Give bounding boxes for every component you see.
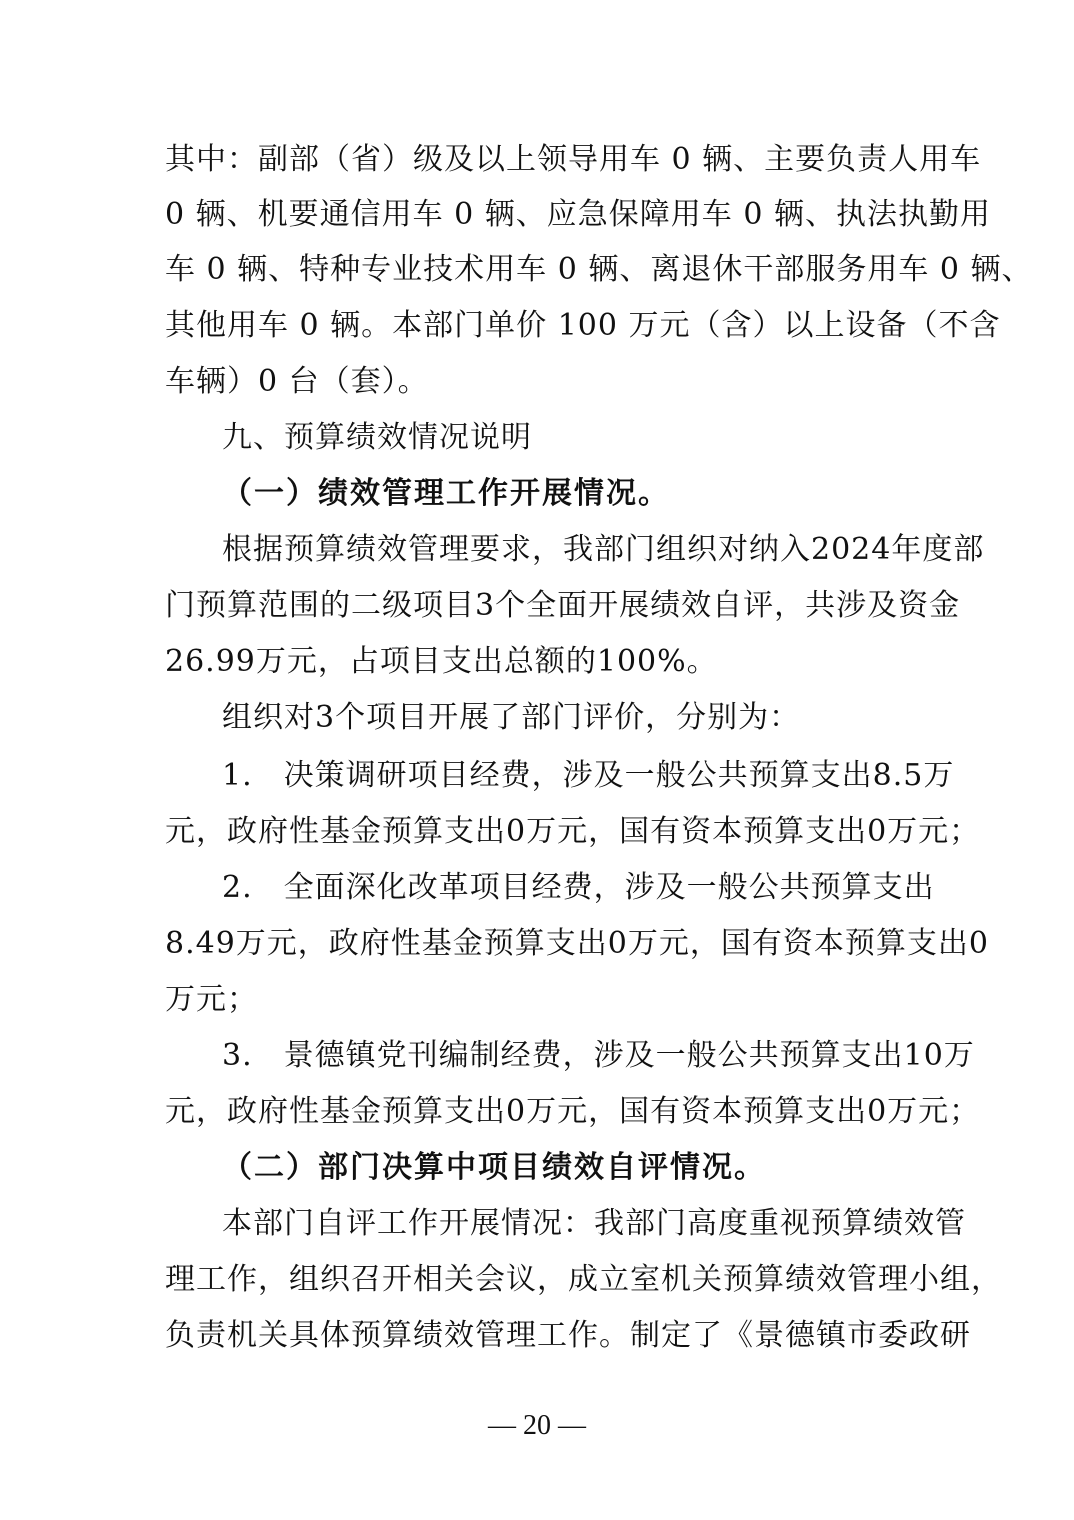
text-line-3: 车 0 辆、特种专业技术用车 0 辆、离退休干部服务用车 0 辆、 xyxy=(165,252,1033,287)
text-line-5: 车辆）0 台（套）。 xyxy=(165,364,429,399)
page-number: — 20 — xyxy=(488,1410,586,1441)
list-item-2-line-1: 2. 全面深化改革项目经费，涉及一般公共预算支出 xyxy=(222,870,935,905)
text-line-4: 其他用车 0 辆。本部门单价 100 万元（含）以上设备（不含 xyxy=(165,308,1001,343)
list-item-3-line-1: 3. 景德镇党刊编制经费，涉及一般公共预算支出10万 xyxy=(222,1038,975,1073)
text-line-9: 门预算范围的二级项目3个全面开展绩效自评，共涉及资金 xyxy=(165,588,961,623)
text-line-2: 0 辆、机要通信用车 0 辆、应急保障用车 0 辆、执法执勤用 xyxy=(165,197,991,232)
subsection-heading-2: （二）部门决算中项目绩效自评情况。 xyxy=(222,1150,766,1185)
text-line-1: 其中：副部（省）级及以上领导用车 0 辆、主要负责人用车 xyxy=(165,142,982,177)
list-item-2-line-2: 8.49万元，政府性基金预算支出0万元，国有资本预算支出0 xyxy=(165,926,989,961)
text-line-8: 根据预算绩效管理要求，我部门组织对纳入2024年度部 xyxy=(222,532,985,567)
text-line-11: 组织对3个项目开展了部门评价，分别为： xyxy=(222,700,801,735)
list-item-1-line-1: 1. 决策调研项目经费，涉及一般公共预算支出8.5万 xyxy=(222,758,955,793)
section-heading-9: 九、预算绩效情况说明 xyxy=(222,420,532,455)
list-item-2-line-3: 万元； xyxy=(165,982,258,1017)
text-line-10: 26.99万元，占项目支出总额的100%。 xyxy=(165,644,718,679)
text-line-21: 理工作，组织召开相关会议，成立室机关预算绩效管理小组， xyxy=(165,1262,1002,1297)
list-item-3-line-2: 元，政府性基金预算支出0万元，国有资本预算支出0万元； xyxy=(165,1094,981,1129)
text-line-22: 负责机关具体预算绩效管理工作。制定了《景德镇市委政研 xyxy=(165,1318,971,1353)
list-item-1-line-2: 元，政府性基金预算支出0万元，国有资本预算支出0万元； xyxy=(165,814,981,849)
subsection-heading-1: （一）绩效管理工作开展情况。 xyxy=(222,476,670,511)
text-line-20: 本部门自评工作开展情况：我部门高度重视预算绩效管 xyxy=(222,1206,966,1241)
